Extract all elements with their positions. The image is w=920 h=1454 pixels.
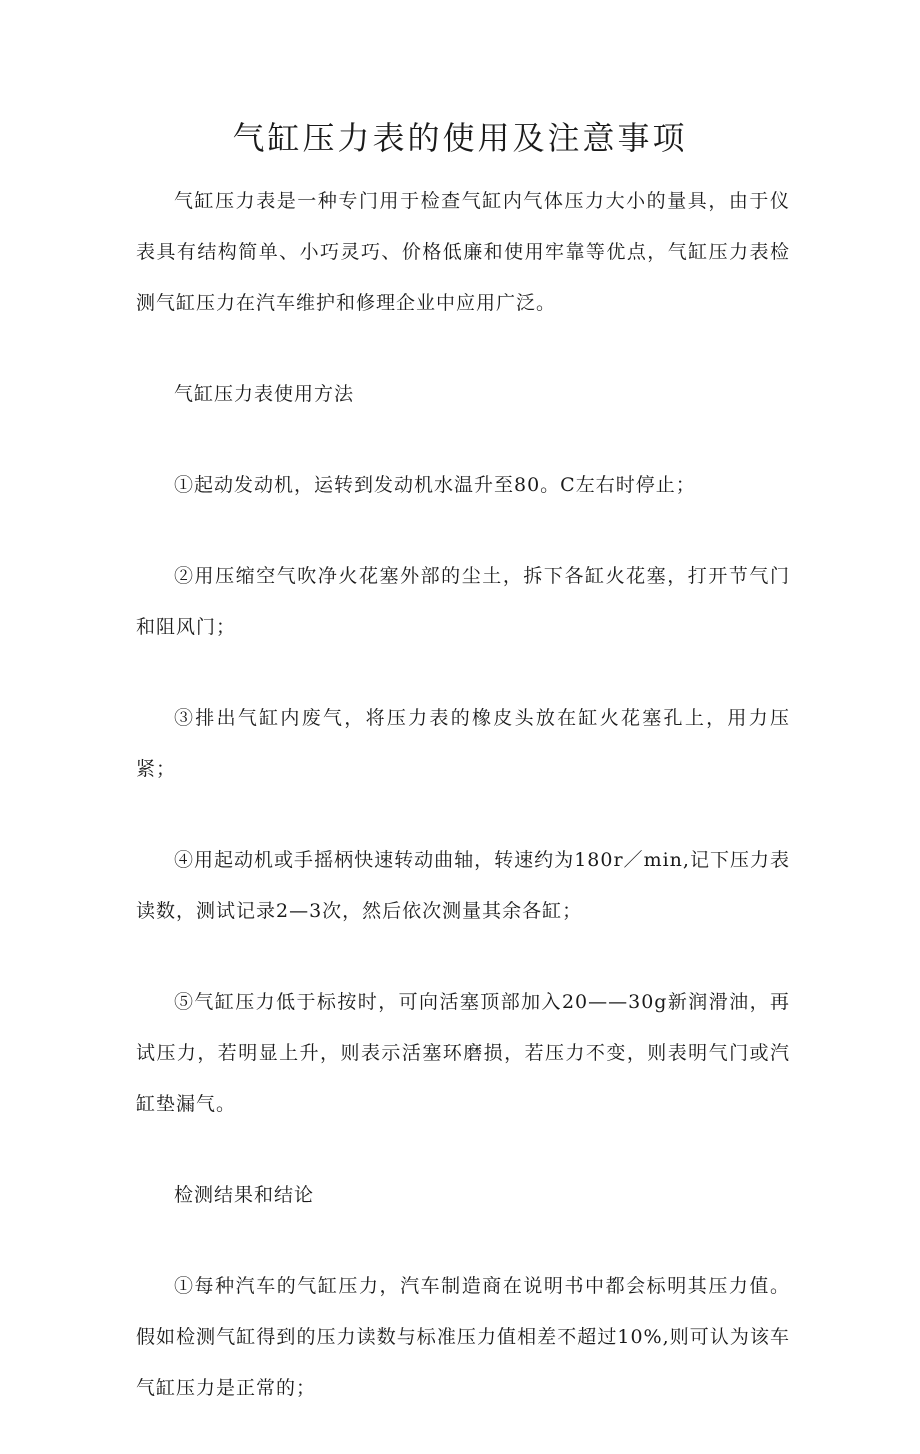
page-title: 气缸压力表的使用及注意事项 <box>232 119 688 157</box>
usage-step-1: ①起动发动机，运转到发动机水温升至80。C左右时停止； <box>174 474 696 496</box>
document-body <box>136 176 790 1454</box>
result-item-1: ①每种汽车的气缸压力，汽车制造商在说明书中都会标明其压力值。假如检测气缸得到的压力读数与标准压力值相差不超过10%,则可认为该车气缸压力是正常的； <box>136 1275 790 1399</box>
usage-step-4: ④用起动机或手摇柄快速转动曲轴，转速约为180r／min,记下压力表读数，测试记录2—3次，然后依次测量其余各缸； <box>136 849 790 922</box>
section-heading-usage: 气缸压力表使用方法 <box>174 383 355 405</box>
usage-step-3: ③排出气缸内废气，将压力表的橡皮头放在缸火花塞孔上，用力压紧； <box>136 707 790 780</box>
usage-step-2: ②用压缩空气吹净火花塞外部的尘土，拆下各缸火花塞，打开节气门和阻风门； <box>136 565 790 638</box>
usage-step-5: ⑤气缸压力低于标按时，可向活塞顶部加入20——30g新润滑油，再试压力，若明显上升，则表示活塞环磨损，若压力不变，则表明气门或汽缸垫漏气。 <box>136 991 790 1115</box>
section-heading-results: 检测结果和结论 <box>174 1184 315 1206</box>
intro-paragraph: 气缸压力表是一种专门用于检查气缸内气体压力大小的量具，由于仪表具有结构简单、小巧灵巧、价格低廉和使用牢靠等优点，气缸压力表检测气缸压力在汽车维护和修理企业中应用广泛。 <box>136 190 790 314</box>
